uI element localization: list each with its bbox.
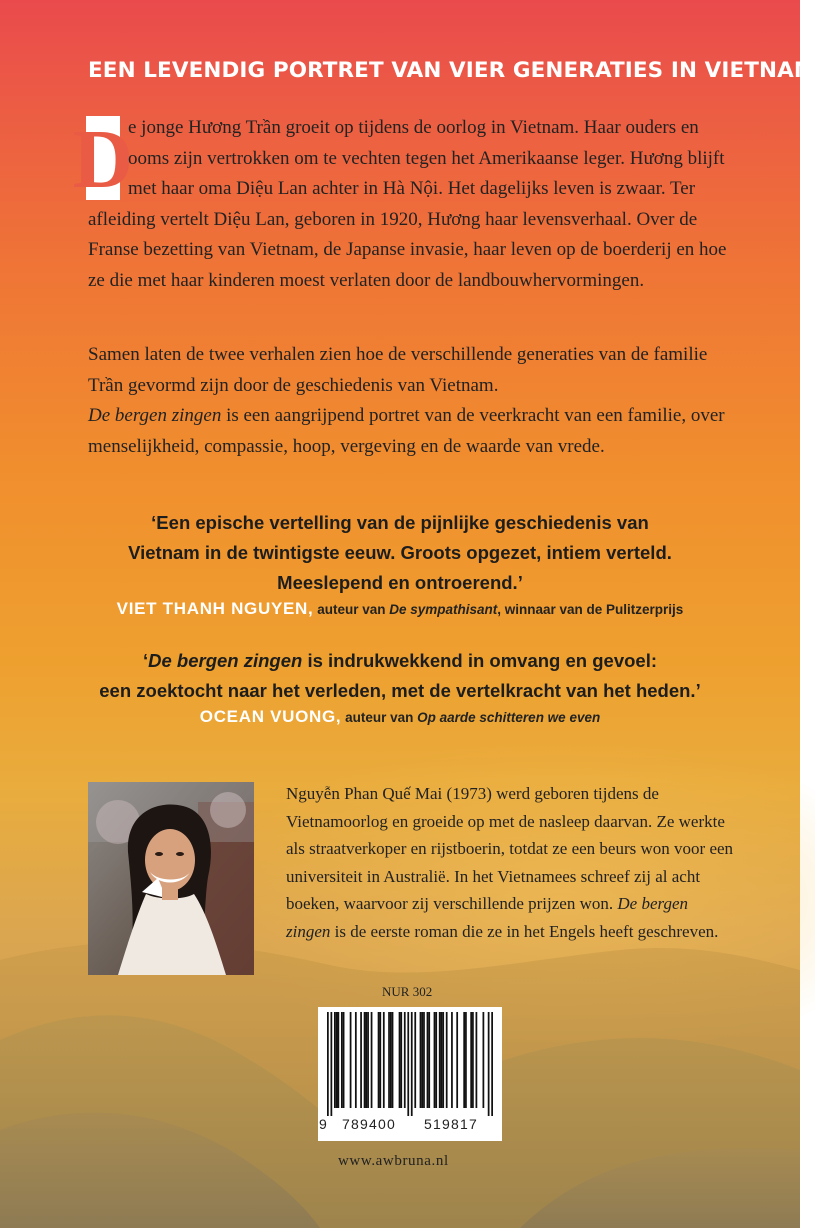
barcode-bar: [414, 1012, 416, 1108]
review-quote-1: [60, 508, 740, 619]
barcode-bar: [388, 1012, 390, 1108]
barcode-bar: [336, 1012, 338, 1108]
quote-2-text: ‘De bergen zingen is indrukwekkend in omvang en gevoel: een zoektocht naar het verleden, met de vertelkracht van het heden.’: [99, 650, 701, 701]
barcode-bar: [327, 1012, 329, 1116]
barcode-bar: [470, 1012, 472, 1108]
bio-book-title: De bergen zingen: [286, 894, 689, 941]
barcode-bar: [330, 1012, 332, 1116]
barcode-bar: [337, 1012, 339, 1108]
barcode-bar: [411, 1012, 413, 1116]
barcode-bar: [491, 1012, 493, 1116]
author-bio: Nguyễn Phan Quế Mai (1973) werd geboren tijdens de Vietnamoorlog en groeide op met de nasleep daarvan. Ze werkte als straatverkoper en rijstboerin, totdat ze een beurs won voor een universiteit in Australië. In het Vietnamees schreef zij al acht boeken, waarvoor zij verschillende prijzen won. De bergen zingen is de eerste roman die ze in het Engels heeft geschreven.: [286, 784, 734, 941]
barcode-bar: [451, 1012, 453, 1108]
quote-2-attribution: [60, 707, 740, 727]
barcode-bar: [423, 1012, 425, 1108]
barcode-bar: [463, 1012, 465, 1108]
synopsis-text-1: e jonge Hương Trần groeit op tijdens de oorlog in Vietnam. Haar ouders en ooms zijn vertrokken om te vechten tegen het Amerikaanse leger. Hương blijft met haar oma Diệu Lan achter in Hà Nội. Het dagelijks leven is zwaar. Ter afleiding vertelt Diệu Lan, geboren in 1920, Hương haar levensverhaal. Over de Franse bezetting van Vietnam, de Japanse invasie, haar leven op de boerderij en hoe ze die met haar kinderen moest verlaten door de landbouwhervormingen.: [88, 117, 727, 291]
barcode-bar: [378, 1012, 380, 1108]
synopsis-intro: Samen laten de twee verhalen zien hoe de verschillende generaties van de familie Trần gevormd zijn door de geschiedenis van Vietnam.: [88, 344, 708, 396]
barcode-bar: [407, 1012, 409, 1116]
barcode-bar: [483, 1012, 485, 1108]
barcode-bar: [472, 1012, 474, 1108]
barcode-bar: [442, 1012, 444, 1108]
author-photo: [88, 782, 254, 975]
barcode-bar: [435, 1012, 437, 1108]
synopsis-paragraph-2: [88, 340, 728, 462]
barcode-bar: [421, 1012, 423, 1108]
barcode-bar: [420, 1012, 422, 1108]
barcode-bar: [400, 1012, 402, 1108]
barcode-bar: [343, 1012, 345, 1108]
barcode-bar: [488, 1012, 490, 1116]
barcode-bar: [446, 1012, 448, 1108]
quote-2-role: auteur van Op aarde schitteren we even: [341, 710, 601, 725]
barcode-bar: [383, 1012, 385, 1108]
quote-1-attribution: [60, 599, 740, 619]
quote-1-author: VIET THANH NGUYEN,: [116, 599, 314, 618]
barcode-bar: [371, 1012, 373, 1108]
synopsis-paragraph-1: [72, 113, 728, 296]
publisher-website: www.awbruna.nl: [338, 1153, 449, 1169]
barcode-bar: [390, 1012, 392, 1108]
synopsis-rest: is een aangrijpend portret van de veerkracht van een familie, over menselijkheid, compassie, hoop, vergeving en de waarde van vrede.: [88, 405, 725, 457]
drop-cap-letter: [72, 113, 134, 206]
quote-1-line-2: Vietnam in de twintigste eeuw. Groots opgezet, intiem verteld.: [128, 542, 672, 563]
barcode-bar: [364, 1012, 366, 1108]
barcode-bar: [341, 1012, 343, 1108]
isbn-first-digit: 9: [319, 1116, 328, 1132]
quote-2-book-title: De bergen zingen: [148, 650, 303, 671]
quote-2-author: OCEAN VUONG,: [199, 707, 342, 726]
barcode-bar: [365, 1012, 367, 1108]
nur-code: NUR 302: [382, 984, 433, 999]
barcode-bar: [465, 1012, 467, 1108]
barcode-bar: [476, 1012, 478, 1108]
book-title: De bergen zingen: [88, 405, 222, 426]
barcode-bar: [399, 1012, 401, 1108]
review-quote-2: [60, 646, 740, 727]
isbn-barcode: [318, 1007, 502, 1141]
barcode-bar: [434, 1012, 436, 1108]
headline: EEN LEVENDIG PORTRET VAN VIER GENERATIES IN VIETNAM: [88, 58, 815, 83]
barcode-bar: [350, 1012, 352, 1108]
quote-1-text: [60, 508, 740, 598]
barcode-bar: [427, 1012, 429, 1108]
barcode-bars: [327, 1012, 493, 1116]
barcode-bar: [360, 1012, 362, 1108]
barcode-bar: [441, 1012, 443, 1108]
isbn-right-digits: 519817: [424, 1116, 478, 1132]
quote-2-line-2: een zoektocht naar het verleden, met de vertelkracht van het heden.’: [99, 680, 701, 701]
barcode-bar: [367, 1012, 369, 1108]
svg-text:D: D: [72, 113, 134, 206]
isbn-left-digits: 789400: [342, 1116, 396, 1132]
quote-1-line-3: Meeslepend en ontroerend.’: [277, 572, 523, 593]
quote-1-role: auteur van De sympathisant, winnaar van de Pulitzerprijs: [313, 602, 684, 617]
barcode-bar: [355, 1012, 357, 1108]
quote-2-line-1: is indrukwekkend in omvang en gevoel:: [302, 650, 657, 671]
barcode-bar: [392, 1012, 394, 1108]
barcode-bar: [334, 1012, 336, 1108]
barcode-bar: [456, 1012, 458, 1108]
barcode-bar: [439, 1012, 441, 1108]
barcode-bar: [379, 1012, 381, 1108]
barcode-bar: [404, 1012, 406, 1108]
quote-1-line-1: ‘Een epische vertelling van de pijnlijke geschiedenis van: [151, 512, 649, 533]
barcode-bar: [428, 1012, 430, 1108]
